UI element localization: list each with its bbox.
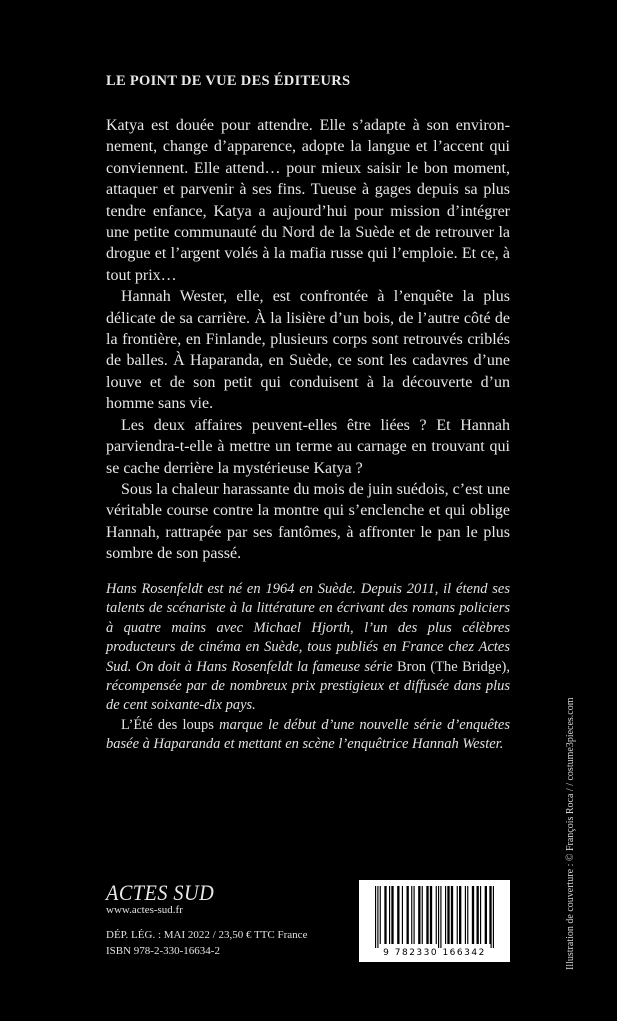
barcode-bar (384, 886, 386, 944)
isbn: ISBN 978-2-330-16634-2 (106, 945, 220, 957)
bio-text: marque le début d’une nouvelle série d’enquêtes basée à Haparanda et mettant en scène l’enquêtrice Hannah Wester. (106, 716, 510, 753)
author-bio-paragraph-1 (106, 580, 510, 716)
section-title: LE POINT DE VUE DES ÉDITEURS (106, 73, 351, 89)
cover-credit: Illustration de couverture : © François Roca / / costume3pieces.com (565, 697, 576, 970)
barcode-bar (389, 886, 390, 944)
barcode-bar (397, 886, 399, 944)
author-bio-paragraph-2 (106, 716, 510, 755)
barcode-bar (445, 886, 446, 944)
barcode-bar (438, 886, 439, 948)
author-bio (106, 580, 510, 755)
barcode-bar (491, 886, 492, 948)
barcode-bars (373, 886, 496, 948)
barcode-bar (418, 886, 420, 944)
barcode-bar (451, 886, 453, 944)
barcode-digits: 9 782330 166342 (383, 948, 486, 958)
barcode-bar (467, 886, 468, 944)
barcode-bar (391, 886, 393, 944)
barcode-bar (493, 886, 494, 948)
blurb-paragraph-4: Sous la chaleur harassante du mois de juin suédois, c’est une véritable course contre la montre qui s’enclenche et qui oblige Hannah, rattrapée par ses fantômes, à affronter le pan le plus sombre de son passé. (106, 480, 510, 563)
barcode-bar (472, 886, 474, 944)
barcode-bar (436, 886, 437, 944)
barcode-bar (407, 886, 409, 944)
barcode-bar (411, 886, 412, 944)
barcode-bar (414, 886, 415, 944)
series-title: Bron (The Bridge) (396, 658, 507, 675)
publisher-url: www.actes-sud.fr (106, 904, 183, 916)
barcode-bar (377, 886, 378, 948)
barcode-bar (380, 886, 381, 944)
barcode-bar (375, 886, 376, 948)
publisher-logo: ACTES SUD (106, 880, 215, 905)
barcode-bar (480, 886, 481, 944)
barcode-bar (422, 886, 423, 944)
barcode-bar (457, 886, 458, 944)
blurb-paragraph-3: Les deux affaires peuvent-elles être liées ? Et Hannah parviendra-t-elle à mettre un terme au carnage en trouvant qui se cache derrière la mystérieuse Katya ? (106, 416, 510, 477)
barcode-bar (447, 886, 449, 944)
legal-deposit: DÉP. LÉG. : MAI 2022 / 23,50 € TTC France (106, 929, 308, 941)
book-title: L’Été des loups (121, 716, 214, 733)
barcode-bar (459, 886, 461, 944)
barcode-bar (485, 886, 487, 944)
bio-text: Hans Rosenfeldt est né en 1964 en Suède. Depuis 2011, il étend ses talents de scénariste à la littérature en écrivant des romans policiers à quatre mains avec Michael Hjorth, l’un des plus célèbres producteurs de cinéma en Suède, tous publiés en France chez Actes Sud. On doit à Hans Rosenfeldt la fameuse série (106, 581, 510, 675)
barcode-bar (465, 886, 466, 944)
barcode-bar (477, 886, 479, 944)
barcode-bar (426, 886, 428, 944)
barcode (359, 880, 510, 962)
barcode-bar (440, 886, 441, 948)
bio-text: , récompensée par de nombreux prix prestigieux et diffusée dans plus de cent soixante-dix pays. (106, 658, 510, 714)
barcode-bar (430, 886, 432, 944)
barcode-bar (402, 886, 403, 944)
barcode-bar (489, 886, 490, 944)
blurb (106, 115, 510, 565)
blurb-paragraph-1: Katya est douée pour attendre. Elle s’adapte à son environnement, change d’apparence, adopte la langue et l’accent qui conviennent. Elle attend… pour mieux saisir le bon moment, attaquer et parvenir à ses fins. Tueuse à gages depuis sa plus tendre enfance, Katya a aujourd’hui pour mission d’intégrer une petite communauté du Nord de la Suède et de retrouver la drogue et l’argent volés à la mafia russe qui l’emploie. Et ce, à tout prix… (106, 117, 510, 284)
blurb-paragraph-2: Hannah Wester, elle, est confrontée à l’enquête la plus délicate de sa carrière. À la lisière d’un bois, de l’autre côté de la frontière, en Finlande, plusieurs corps sont retrouvés criblés de balles. À Haparanda, en Suède, ce sont les cadavres d’une louve et de son petit qui conduisent à la découverte d’un homme sans vie. (106, 288, 510, 413)
